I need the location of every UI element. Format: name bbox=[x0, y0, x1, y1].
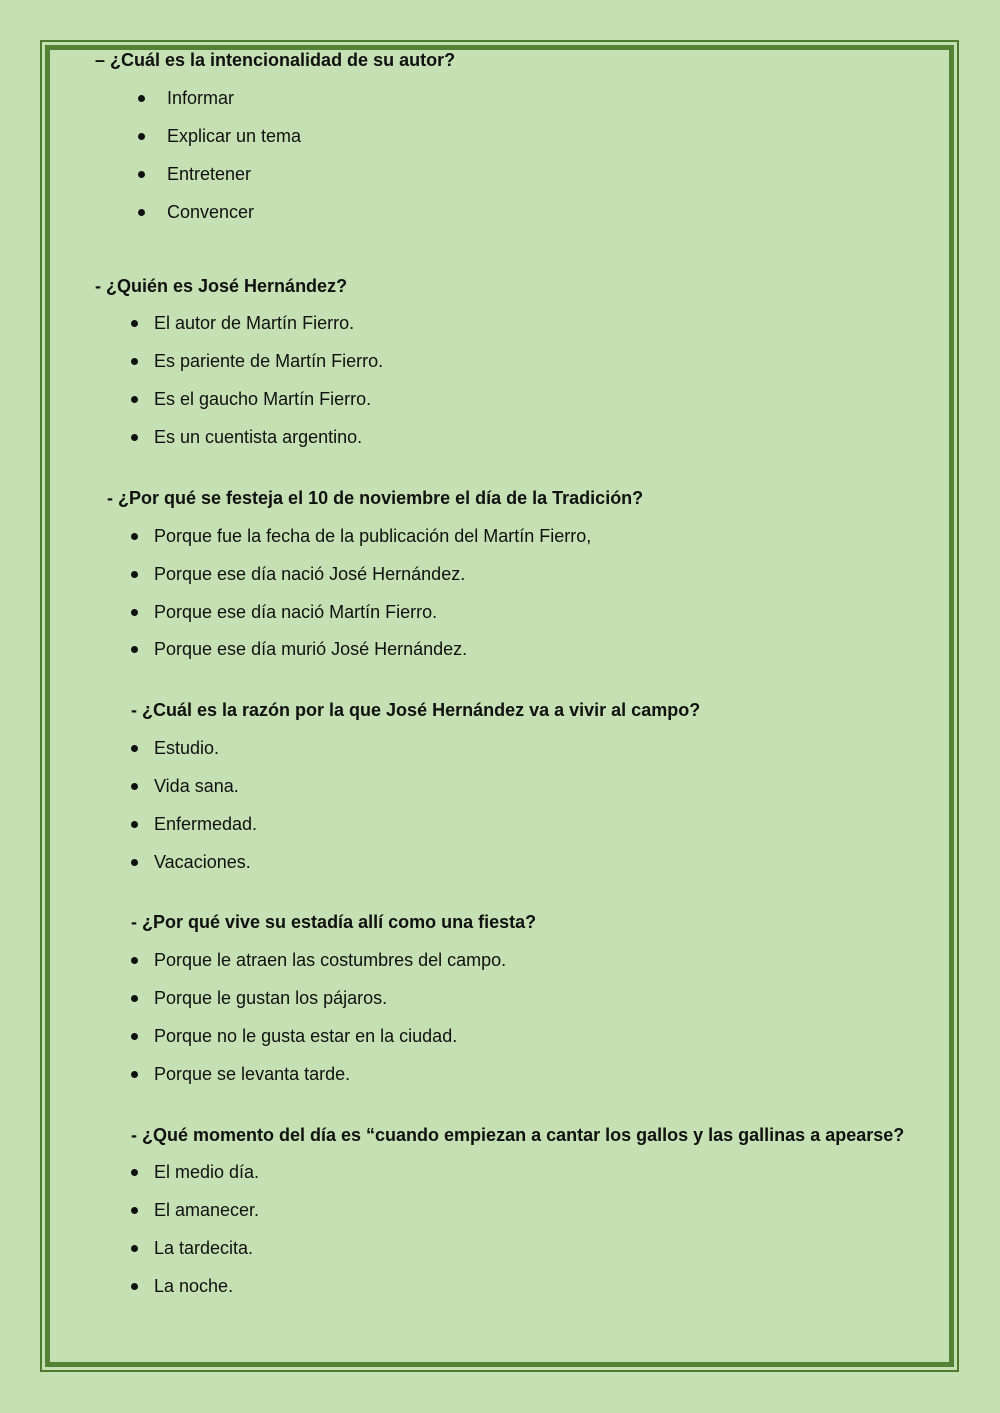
bullet-icon bbox=[131, 1207, 138, 1214]
question-4-option-4: Vacaciones. bbox=[154, 852, 251, 872]
bullet-icon bbox=[131, 1245, 138, 1252]
question-3-text: - ¿Por qué se festeja el 10 de noviembre el día de la Tradición? bbox=[107, 488, 644, 508]
bullet-icon bbox=[131, 609, 138, 616]
question-5-option-3: Porque no le gusta estar en la ciudad. bbox=[154, 1026, 458, 1046]
question-3-option-2: Porque ese día nació José Hernández. bbox=[154, 564, 466, 584]
question-2-option-1: El autor de Martín Fierro. bbox=[154, 313, 355, 333]
bullet-icon bbox=[131, 320, 138, 327]
bullet-icon bbox=[131, 957, 138, 964]
bullet-icon bbox=[131, 396, 138, 403]
bullet-icon bbox=[138, 171, 145, 178]
question-6-option-2: El amanecer. bbox=[154, 1200, 260, 1220]
bullet-icon bbox=[131, 1033, 138, 1040]
question-5-option-4: Porque se levanta tarde. bbox=[154, 1064, 351, 1084]
question-5-text: - ¿Por qué vive su estadía allí como una fiesta? bbox=[131, 912, 537, 932]
question-1-option-1: Informar bbox=[167, 88, 235, 108]
bullet-icon bbox=[138, 95, 145, 102]
bullet-icon bbox=[131, 821, 138, 828]
bullet-icon bbox=[131, 995, 138, 1002]
question-1-text: – ¿Cuál es la intencionalidad de su autor? bbox=[95, 50, 456, 70]
question-4-option-2: Vida sana. bbox=[154, 776, 239, 796]
bullet-icon bbox=[131, 745, 138, 752]
question-2-option-3: Es el gaucho Martín Fierro. bbox=[154, 389, 372, 409]
question-6-option-1: El medio día. bbox=[154, 1162, 260, 1182]
bullet-icon bbox=[131, 571, 138, 578]
question-4-option-1: Estudio. bbox=[154, 738, 220, 758]
question-2-text: - ¿Quién es José Hernández? bbox=[95, 276, 348, 296]
question-3-option-3: Porque ese día nació Martín Fierro. bbox=[154, 602, 438, 622]
question-6-option-4: La noche. bbox=[154, 1276, 234, 1296]
question-4-text: - ¿Cuál es la razón por la que José Hernández va a vivir al campo? bbox=[131, 700, 701, 720]
bullet-icon bbox=[131, 533, 138, 540]
question-6-text: - ¿Qué momento del día es “cuando empiezan a cantar los gallos y las gallinas a apearse? bbox=[131, 1125, 905, 1145]
bullet-icon bbox=[131, 859, 138, 866]
question-3-option-4: Porque ese día murió José Hernández. bbox=[154, 639, 468, 659]
question-5-option-2: Porque le gustan los pájaros. bbox=[154, 988, 388, 1008]
bullet-icon bbox=[131, 1071, 138, 1078]
bullet-icon bbox=[138, 133, 145, 140]
question-4-option-3: Enfermedad. bbox=[154, 814, 258, 834]
bullet-icon bbox=[131, 646, 138, 653]
question-1-option-2: Explicar un tema bbox=[167, 126, 302, 146]
bullet-icon bbox=[131, 783, 138, 790]
bullet-icon bbox=[138, 209, 145, 216]
question-5-option-1: Porque le atraen las costumbres del campo. bbox=[154, 950, 507, 970]
question-3-option-1: Porque fue la fecha de la publicación del Martín Fierro, bbox=[154, 526, 592, 546]
question-6-option-3: La tardecita. bbox=[154, 1238, 254, 1258]
question-2-option-4: Es un cuentista argentino. bbox=[154, 427, 363, 447]
bullet-icon bbox=[131, 1283, 138, 1290]
bullet-icon bbox=[131, 358, 138, 365]
bullet-icon bbox=[131, 1169, 138, 1176]
question-2-option-2: Es pariente de Martín Fierro. bbox=[154, 351, 384, 371]
question-1-option-4: Convencer bbox=[167, 202, 255, 222]
question-1-option-3: Entretener bbox=[167, 164, 252, 184]
bullet-icon bbox=[131, 434, 138, 441]
